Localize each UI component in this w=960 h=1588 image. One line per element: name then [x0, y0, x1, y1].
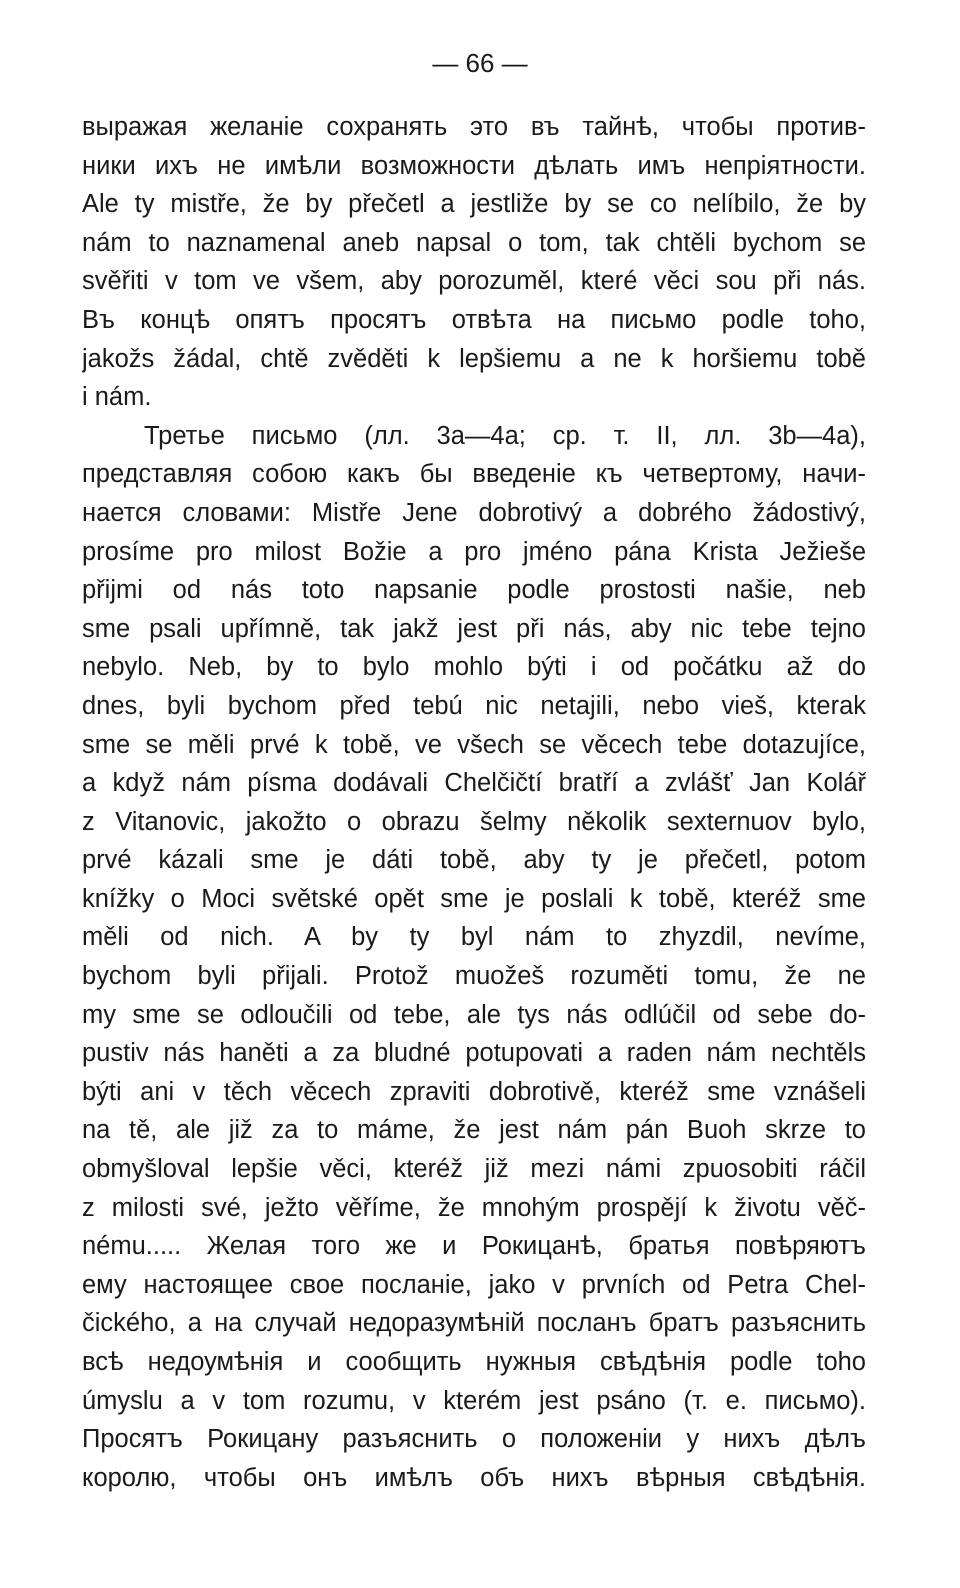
text-line: Просятъ Рокицану разъяснить о положеніи у нихъ дѣлъ: [82, 1425, 866, 1454]
text-line: úmyslu a v tom rozumu, v kterém jest psáno (т. е. письмо).: [82, 1386, 866, 1415]
page-number: — 66 —: [432, 48, 528, 78]
text-line: всѣ недоумѣнія и сообщить нужныя свѣдѣнія podle toho: [82, 1348, 866, 1376]
text-line: Третье письмо (лл. 3а—4а; ср. т. II, лл. 3b—4а),: [144, 421, 866, 450]
text-line: i nám.: [82, 383, 152, 412]
text-line: Ale ty mistře, že by přečetl a jestliže by se co nelíbilo, že by: [82, 190, 866, 219]
text-line: sme se měli prvé k tobě, ve všech se věcech tebe dotazujíce,: [82, 730, 866, 759]
text-line: dnes, byli bychom před tebú nic netajili, nebo vieš, kterak: [82, 691, 866, 720]
text-line: nám to naznamenal aneb napsal o tom, tak chtěli bychom se: [82, 228, 866, 257]
text-line: prosíme pro milost Božie a pro jméno pána Krista Ježieše: [82, 537, 866, 566]
text-line: pustiv nás haněti a za bludné potupovati a raden nám nechtěls: [82, 1039, 866, 1068]
body-text: [82, 108, 866, 1497]
text-line: Въ концѣ опятъ просятъ отвѣта на письмо podle toho,: [82, 305, 866, 334]
text-line: bychom byli přijali. Protož muožeš rozuměti tomu, že ne: [82, 962, 866, 991]
text-line: нается словами: Mistře Jene dobrotivý a dobrého žádostivý,: [82, 498, 866, 527]
text-line: čického, а на случай недоразумѣній посланъ братъ разъяснить: [82, 1309, 866, 1338]
text-line: a když nám písma dodávali Chelčičtí bratří a zvlášť Jan Kolář: [82, 769, 866, 798]
text-line: sme psali upřímně, tak jakž jest při nás, aby nic tebe tejno: [82, 614, 866, 643]
text-line: выражая желаніе сохранять это въ тайнѣ, чтобы против-: [82, 113, 866, 141]
text-line: ники ихъ не имѣли возможности дѣлать имъ непріятности.: [82, 151, 866, 180]
text-line: obmyšloval lepšie věci, kteréž již mezi námi zpuosobiti ráčil: [82, 1155, 866, 1184]
text-line: knížky o Moci světské opět sme je poslali k tobě, kteréž sme: [82, 884, 866, 913]
text-line: королю, чтобы онъ имѣлъ объ нихъ вѣрныя свѣдѣнія.: [82, 1463, 866, 1492]
text-line: prvé kázali sme je dáti tobě, aby ty je přečetl, potom: [82, 846, 866, 875]
text-line: svěřiti v tom ve všem, aby porozuměl, které věci sou při nás.: [82, 267, 866, 296]
text-line: представляя собою какъ бы введеніе къ четвертому, начи-: [82, 460, 866, 489]
text-line: ему настоящее свое посланіе, jako v prvních od Petra Chel-: [82, 1270, 866, 1299]
text-line: my sme se odloučili od tebe, ale tys nás odlúčil od sebe do-: [82, 1000, 866, 1029]
text-line: z Vitanovic, jakožto o obrazu šelmy několik sexternuov bylo,: [82, 807, 866, 836]
text-line: jakožs žádal, chtě zvěděti k lepšiemu a ne k horšiemu tobě: [82, 344, 866, 373]
text-line: býti ani v těch věcech zpraviti dobrotivě, kteréž sme vznášeli: [82, 1077, 866, 1106]
text-line: z milosti své, ježto věříme, že mnohým prospějí k životu věč-: [82, 1193, 866, 1222]
text-line: nému..... Желая того же и Рокицанѣ, братья повѣряютъ: [82, 1232, 866, 1261]
text-line: na tě, ale již za to máme, že jest nám pán Buoh skrze to: [82, 1116, 866, 1145]
text-line: přijmi od nás toto napsanie podle prostosti našie, neb: [82, 576, 866, 605]
text-line: nebylo. Neb, by to bylo mohlo býti i od počátku až do: [82, 653, 866, 682]
text-line: měli od nich. A by ty byl nám to zhyzdil, nevíme,: [82, 923, 866, 952]
